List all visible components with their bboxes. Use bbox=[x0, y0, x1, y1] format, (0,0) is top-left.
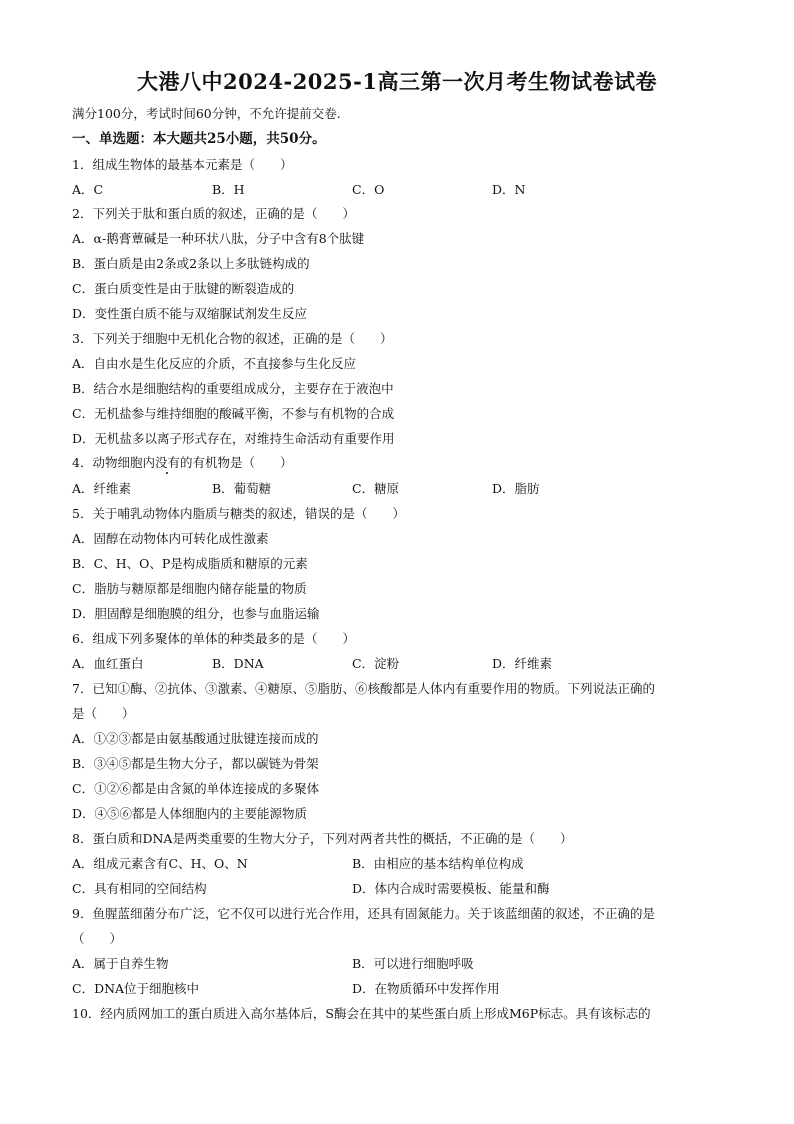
q9-option-b: B．可以进行细胞呼吸 bbox=[352, 956, 474, 971]
q5-option-c: C．脂肪与糖原都是细胞内储存能量的物质 bbox=[72, 581, 307, 596]
q5-option-a: A．固醇在动物体内可转化成性激素 bbox=[72, 531, 269, 546]
q8-option-c: C．具有相同的空间结构 bbox=[72, 881, 207, 896]
q3-option-c: C．无机盐参与维持细胞的酸碱平衡，不参与有机物的合成 bbox=[72, 406, 395, 421]
q1-option-a: A．C bbox=[72, 182, 104, 197]
q8-option-b: B．由相应的基本结构单位构成 bbox=[352, 856, 524, 871]
q9-option-d: D．在物质循环中发挥作用 bbox=[352, 981, 500, 996]
question-9-stem: 9．鱼腥蓝细菌分布广泛，它不仅可以进行光合作用，还具有固氮能力。关于该蓝细菌的叙述，不正确的是 bbox=[72, 906, 655, 921]
q1-option-c: C．O bbox=[352, 182, 385, 197]
q5-option-d: D．胆固醇是细胞膜的组分，也参与血脂运输 bbox=[72, 606, 320, 621]
q9-option-c: C．DNA位于细胞核中 bbox=[72, 981, 200, 996]
q9-option-a: A．属于自养生物 bbox=[72, 956, 169, 971]
q7-option-d: D．④⑤⑥都是人体细胞内的主要能源物质 bbox=[72, 806, 308, 821]
q8-option-a: A．组成元素含有C、H、O、N bbox=[72, 856, 248, 871]
q6-option-b: B．DNA bbox=[212, 656, 264, 671]
q4-option-b: B．葡萄糖 bbox=[212, 481, 272, 496]
q2-option-c: C．蛋白质变性是由于肽键的断裂造成的 bbox=[72, 281, 295, 296]
question-9-stem-cont: （ ） bbox=[72, 931, 123, 946]
q1-option-b: B．H bbox=[212, 182, 245, 197]
question-8-stem: 8．蛋白质和DNA是两类重要的生物大分子，下列对两者共性的概括，不正确的是（ ） bbox=[72, 831, 573, 846]
q3-option-a: A．自由水是生化反应的介质，不直接参与生化反应 bbox=[72, 356, 357, 371]
section-heading: 一、单选题：本大题共25小题，共50分。 bbox=[72, 131, 326, 147]
q4-stem-after: 的有机物是（ ） bbox=[179, 455, 293, 470]
q7-option-a: A．①②③都是由氨基酸通过肽键连接而成的 bbox=[72, 731, 319, 746]
q2-option-a: A．α-鹅膏蕈碱是一种环状八肽，分子中含有8个肽键 bbox=[72, 231, 365, 246]
q3-option-d: D．无机盐多以离子形式存在，对维持生命活动有重要作用 bbox=[72, 431, 395, 446]
question-6-stem: 6．组成下列多聚体的单体的种类最多的是（ ） bbox=[72, 631, 355, 646]
q6-option-c: C．淀粉 bbox=[352, 656, 400, 671]
question-2-stem: 2．下列关于肽和蛋白质的叙述，正确的是（ ） bbox=[72, 206, 355, 221]
q5-option-b: B．C、H、O、P是构成脂质和糖原的元素 bbox=[72, 556, 308, 571]
q7-option-c: C．①②⑥都是由含氮的单体连接成的多聚体 bbox=[72, 781, 320, 796]
question-3-stem: 3．下列关于细胞中无机化合物的叙述，正确的是（ ） bbox=[72, 331, 393, 346]
q4-option-a: A．纤维素 bbox=[72, 481, 132, 496]
exam-title: 大港八中2024-2025-1高三第一次月考生物试卷试卷 bbox=[137, 69, 657, 94]
q2-option-d: D．变性蛋白质不能与双缩脲试剂发生反应 bbox=[72, 306, 308, 321]
q4-option-d: D．脂肪 bbox=[492, 481, 540, 496]
question-7-stem: 7．已知①酶、②抗体、③激素、④糖原、⑤脂肪、⑥核酸都是人体内有重要作用的物质。下列说法正确的 bbox=[72, 681, 655, 696]
q3-option-b: B．结合水是细胞结构的重要组成成分，主要存在于液泡中 bbox=[72, 381, 394, 396]
q2-option-b: B．蛋白质是由2条或2条以上多肽链构成的 bbox=[72, 256, 310, 271]
question-1-stem: 1．组成生物体的最基本元素是（ ） bbox=[72, 157, 293, 172]
question-7-stem-cont: 是（ ） bbox=[72, 706, 135, 721]
question-4-stem bbox=[72, 455, 732, 471]
exam-instructions: 满分100分，考试时间60分钟，不允许提前交卷. bbox=[72, 106, 341, 121]
q4-stem-before: 4．动物细胞内 bbox=[72, 455, 155, 470]
q4-option-c: C．糖原 bbox=[352, 481, 400, 496]
q1-option-d: D．N bbox=[492, 182, 526, 197]
q6-option-a: A．血红蛋白 bbox=[72, 656, 144, 671]
q6-option-d: D．纤维素 bbox=[492, 656, 553, 671]
question-10-stem: 10．经内质网加工的蛋白质进入高尔基体后，S酶会在其中的某些蛋白质上形成M6P标志。具有该标志的 bbox=[72, 1006, 651, 1021]
q4-stem-emphasis: 没有 bbox=[154, 455, 180, 470]
q7-option-b: B．③④⑤都是生物大分子，都以碳链为骨架 bbox=[72, 756, 319, 771]
question-5-stem: 5．关于哺乳动物体内脂质与糖类的叙述，错误的是（ ） bbox=[72, 506, 405, 521]
q8-option-d: D．体内合成时需要模板、能量和酶 bbox=[352, 881, 550, 896]
